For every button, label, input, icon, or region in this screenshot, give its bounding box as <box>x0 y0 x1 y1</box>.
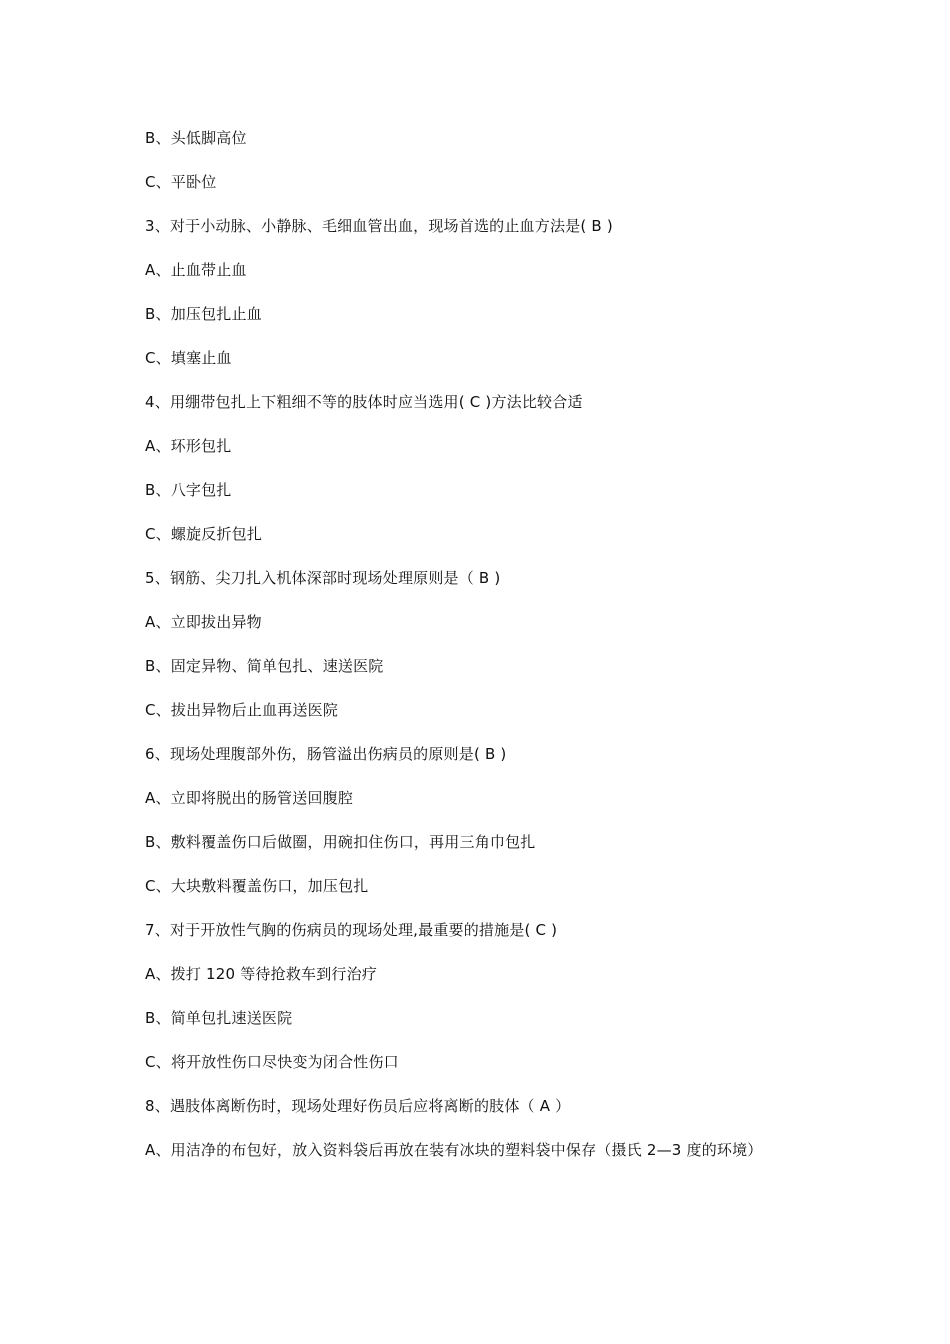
question-line: 3、对于小动脉、小静脉、毛细血管出血，现场首选的止血方法是( B ) <box>145 217 613 235</box>
option-line: C、将开放性伤口尽快变为闭合性伤口 <box>145 1053 399 1071</box>
document-body <box>145 124 810 1164</box>
option-line: A、立即拔出异物 <box>145 613 262 631</box>
option-line: A、立即将脱出的肠管送回腹腔 <box>145 789 354 807</box>
option-line: A、止血带止血 <box>145 261 247 279</box>
question-line: 6、现场处理腹部外伤，肠管溢出伤病员的原则是( B ) <box>145 745 507 763</box>
option-line: C、大块敷料覆盖伤口，加压包扎 <box>145 877 369 895</box>
option-line: B、加压包扎止血 <box>145 305 262 323</box>
option-line: B、简单包扎速送医院 <box>145 1009 293 1027</box>
option-line: A、拨打 120 等待抢救车到行治疗 <box>145 965 378 983</box>
option-line: B、敷料覆盖伤口后做圈，用碗扣住伤口，再用三角巾包扎 <box>145 833 536 851</box>
option-line: C、平卧位 <box>145 173 217 191</box>
option-line: C、拔出异物后止血再送医院 <box>145 701 339 719</box>
option-line: A、用洁净的布包好，放入资料袋后再放在装有冰块的塑料袋中保存（摄氏 2—3 度的环境） <box>145 1141 763 1159</box>
question-line: 8、遇肢体离断伤时，现场处理好伤员后应将离断的肢体（ A ） <box>145 1097 571 1115</box>
option-line: C、填塞止血 <box>145 349 232 367</box>
option-line: A、环形包扎 <box>145 437 232 455</box>
option-line: B、固定异物、简单包扎、速送医院 <box>145 657 384 675</box>
option-line: B、八字包扎 <box>145 481 232 499</box>
question-line: 7、对于开放性气胸的伤病员的现场处理,最重要的措施是( C ) <box>145 921 558 939</box>
option-line: C、螺旋反折包扎 <box>145 525 263 543</box>
option-line: B、头低脚高位 <box>145 129 247 147</box>
question-line: 4、用绷带包扎上下粗细不等的肢体时应当选用( C )方法比较合适 <box>145 393 583 411</box>
question-line: 5、钢筋、尖刀扎入机体深部时现场处理原则是（ B ) <box>145 569 501 587</box>
